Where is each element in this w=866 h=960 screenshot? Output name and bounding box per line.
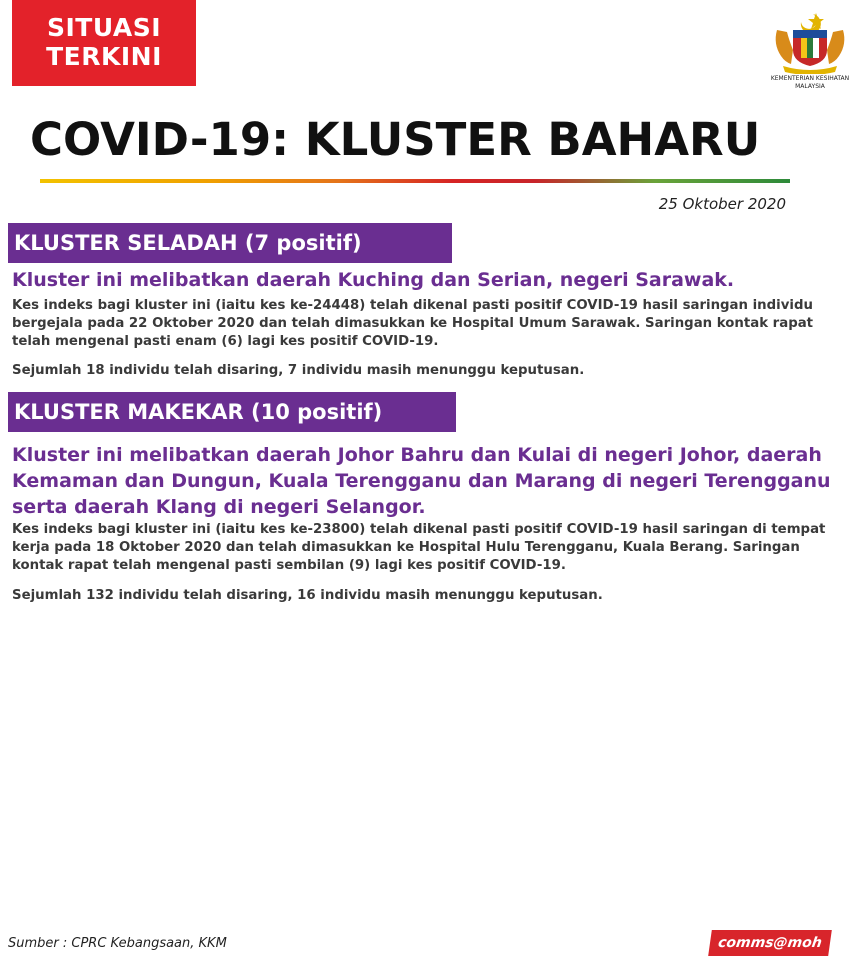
badge-line-2: TERKINI (46, 42, 162, 71)
cluster-makekar-heading: KLUSTER MAKEKAR (10 positif) (8, 392, 456, 432)
cluster-makekar-detail (12, 521, 858, 575)
cluster-seladah-detail (12, 297, 858, 351)
detail-line: Kes indeks bagi kluster ini (iaitu kes ke-24448) telah dikenal pasti positif COVID-19 hasil saringan individu (12, 298, 813, 313)
detail-line: Kes indeks bagi kluster ini (iaitu kes ke-23800) telah dikenal pasti positif COVID-19 hasil saringan di tempat (12, 522, 826, 537)
cluster-makekar-summary (12, 442, 852, 520)
summary-line: Kluster ini melibatkan daerah Johor Bahru dan Kulai di negeri Johor, daerah (12, 444, 822, 466)
page-title: COVID-19: KLUSTER BAHARU (30, 113, 761, 166)
comms-moh-tag: comms@moh (708, 930, 832, 956)
ministry-name-line-2: MALAYSIA (795, 83, 825, 90)
summary-line: serta daerah Klang di negeri Selangor. (12, 496, 426, 518)
ministry-name-line-1: KEMENTERIAN KESIHATAN (770, 75, 850, 82)
ministry-logo (762, 10, 858, 102)
color-divider (40, 179, 790, 183)
detail-line: kontak rapat telah mengenal pasti sembilan (9) lagi kes positif COVID-19. (12, 558, 566, 573)
cluster-makekar-screening: Sejumlah 132 individu telah disaring, 16 individu masih menunggu keputusan. (12, 588, 603, 603)
detail-line: bergejala pada 22 Oktober 2020 dan telah dimasukkan ke Hospital Umum Sarawak. Saringan kontak rapat (12, 316, 814, 331)
coat-of-arms-icon (771, 10, 849, 74)
detail-line: kerja pada 18 Oktober 2020 dan telah dimasukkan ke Hospital Hulu Terengganu, Kuala Berang. Saringan (12, 540, 800, 555)
report-date: 25 Oktober 2020 (658, 195, 786, 213)
badge-line-1: SITUASI (46, 13, 162, 42)
summary-line: Kemaman dan Dungun, Kuala Terengganu dan Marang di negeri Terengganu (12, 470, 831, 492)
cluster-seladah-heading: KLUSTER SELADAH (7 positif) (8, 223, 452, 263)
detail-line: telah mengenal pasti enam (6) lagi kes positif COVID-19. (12, 334, 439, 349)
cluster-seladah-screening: Sejumlah 18 individu telah disaring, 7 individu masih menunggu keputusan. (12, 363, 585, 378)
source-note: Sumber : CPRC Kebangsaan, KKM (8, 936, 227, 951)
situasi-terkini-badge (12, 0, 196, 86)
cluster-seladah-summary: Kluster ini melibatkan daerah Kuching dan Serian, negeri Sarawak. (12, 269, 735, 291)
